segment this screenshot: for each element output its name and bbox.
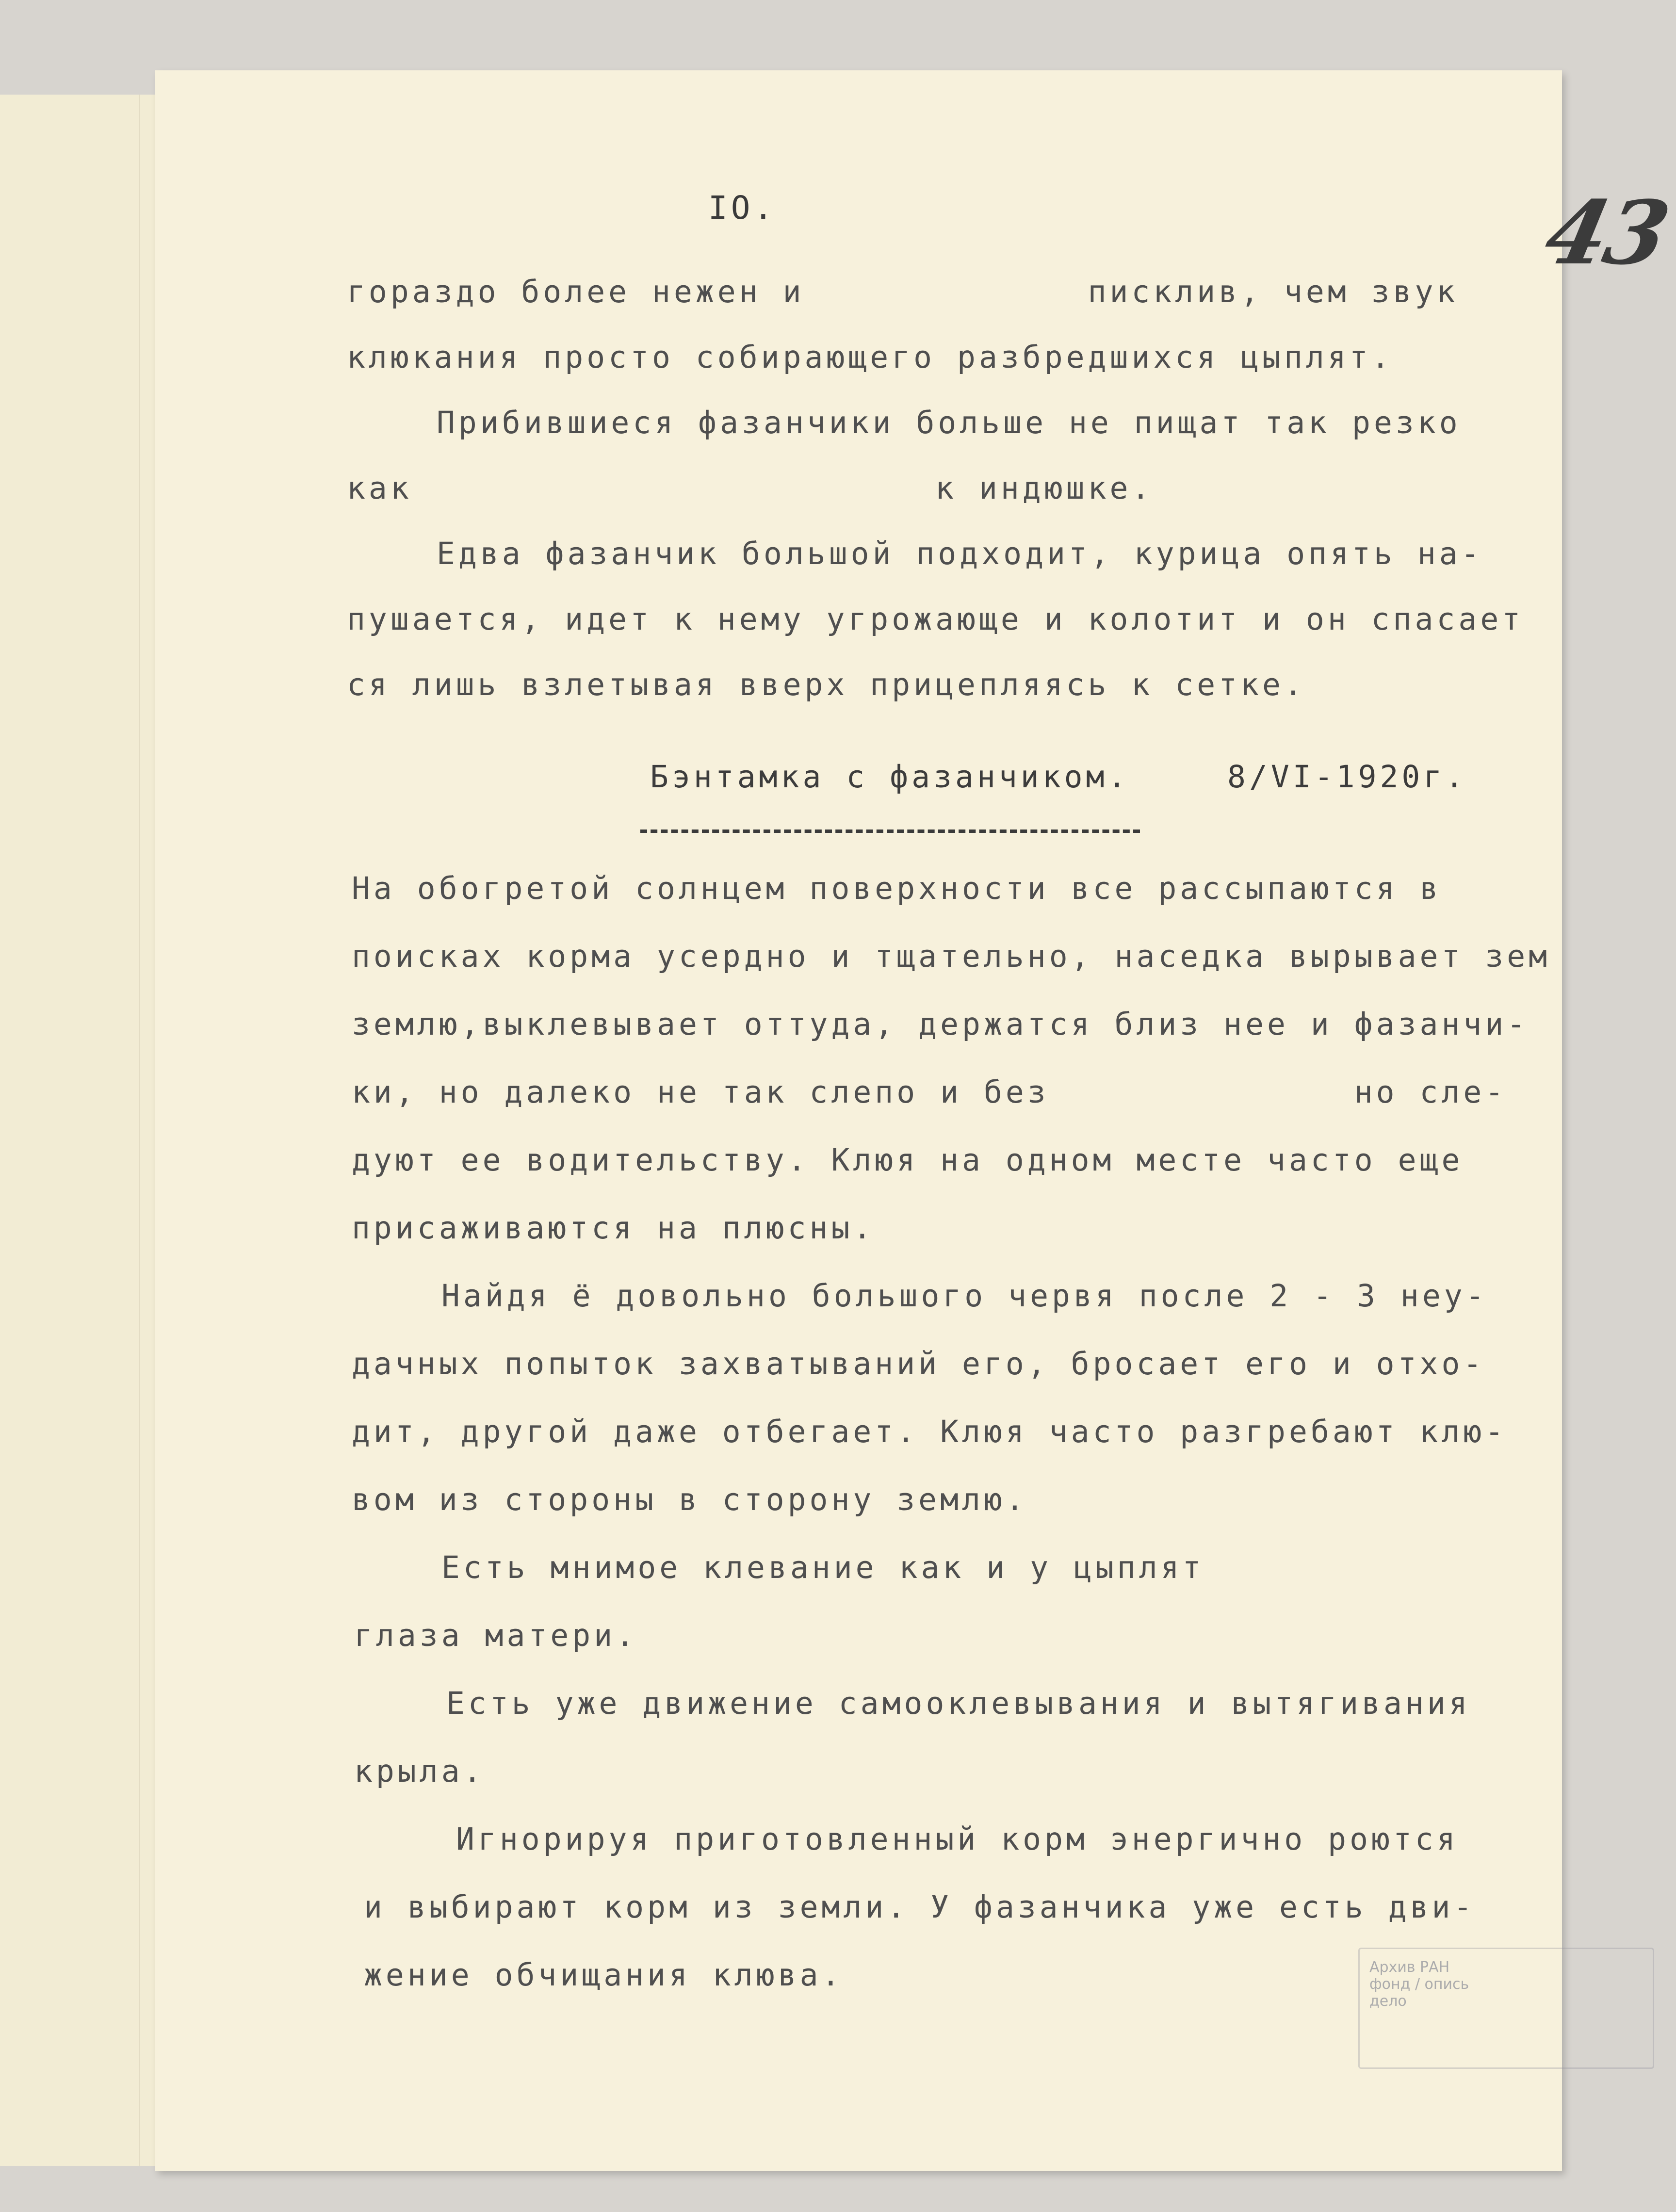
text-line: дит, другой даже отбегает. Клюя часто разгребают клю- — [352, 1414, 1507, 1449]
text-line: Есть уже движение самооклевывания и вытягивания — [446, 1686, 1471, 1721]
text-line: Есть мнимое клевание как и у цыплят — [441, 1550, 1204, 1585]
section-date: 8/VI-1920г. — [1227, 759, 1467, 795]
text-line: дачных попыток захватываний его, бросает его и отхо- — [352, 1346, 1485, 1382]
left-facing-sheet — [0, 95, 155, 2166]
text-line: ки, но далеко не так слепо и без но сле- — [352, 1074, 1507, 1110]
text-line: вом из стороны в сторону землю. — [352, 1482, 1027, 1517]
text-line: присаживаются на плюсны. — [352, 1210, 875, 1246]
text-line: гораздо более нежен и писклив, чем звук — [347, 274, 1459, 309]
sheet-fold-line — [139, 95, 140, 2166]
text-line: глаза матери. — [354, 1618, 638, 1653]
stamp-line: дело — [1369, 1993, 1407, 2010]
text-line: дуют ее водительству. Клюя на одном месте часто еще — [352, 1142, 1464, 1178]
text-line: жение обчищания клюва. — [364, 1957, 844, 1993]
heading-underline — [640, 830, 1140, 833]
stamp-line: фонд / опись — [1369, 1976, 1469, 1993]
stamp-line: Архив РАН — [1369, 1959, 1450, 1976]
text-line: как к индюшке. — [347, 471, 1154, 506]
section-heading: Бэнтамка с фазанчиком. — [650, 759, 1130, 795]
text-line: крыла. — [354, 1754, 485, 1789]
page-number: IO. — [708, 189, 777, 227]
text-line: клюкания просто собирающего разбредшихся цыплят. — [347, 340, 1393, 375]
text-line: поисках корма усердно и тщательно, наседка вырывает зем — [352, 939, 1551, 974]
text-line: Игнорируя приготовленный корм энергично роются — [456, 1822, 1459, 1857]
text-line: Найдя ё довольно большого червя после 2 - 3 неу- — [441, 1278, 1488, 1314]
document-page — [155, 70, 1676, 2171]
text-line: и выбирают корм из земли. У фазанчика уже есть дви- — [364, 1889, 1476, 1925]
folio-number: 43 — [1536, 182, 1676, 284]
text-line: На обогретой солнцем поверхности все рассыпаются в — [352, 871, 1442, 906]
text-line: Прибившиеся фазанчики больше не пищат так резко — [437, 405, 1461, 440]
archive-stamp — [1358, 1948, 1654, 2069]
text-line: землю,выклевывает оттуда, держатся близ нее и фазанчи- — [352, 1007, 1529, 1042]
text-line: Едва фазанчик большой подходит, курица опять на- — [437, 536, 1483, 571]
text-line: пушается, идет к нему угрожающе и колотит и он спасает — [347, 602, 1524, 637]
text-line: ся лишь взлетывая вверх прицепляясь к сетке. — [347, 667, 1306, 702]
